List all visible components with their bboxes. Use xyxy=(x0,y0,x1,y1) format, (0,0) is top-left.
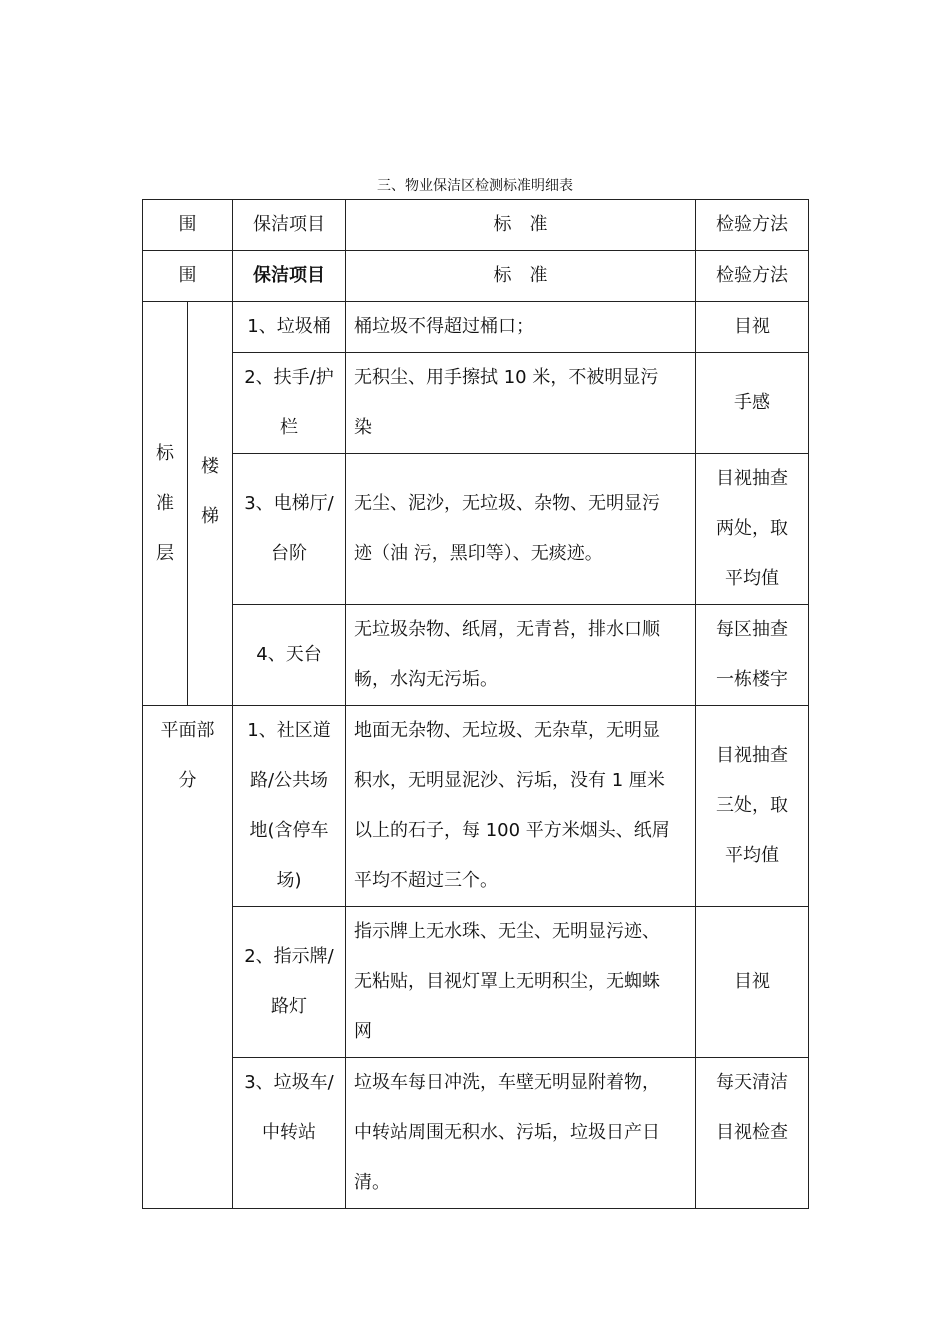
standard-line: 网 xyxy=(354,1021,372,1042)
document-title: 三、物业保洁区检测标准明细表 xyxy=(377,178,573,194)
header-method: 检验方法 xyxy=(696,251,809,302)
method-cell xyxy=(696,1058,809,1209)
table-row xyxy=(143,353,809,454)
group-label-line: 标 xyxy=(156,442,174,464)
group-label-line: 层 xyxy=(156,542,174,564)
item-cell xyxy=(233,302,346,353)
header-row xyxy=(143,200,809,251)
standard-line: 中转站周围无积水、污垢，垃圾日产日 xyxy=(354,1122,660,1143)
standard-cell xyxy=(346,907,696,1058)
method-line: 每区抽查 xyxy=(716,619,788,640)
method-line: 目视检查 xyxy=(716,1122,788,1143)
group-label-plane-area xyxy=(143,706,233,1209)
standard-line: 以上的石子，每 100 平方米烟头、纸屑 xyxy=(354,820,670,841)
header-method: 检验方法 xyxy=(696,200,809,251)
item-line: 栏 xyxy=(280,417,298,438)
item-line: 2、扶手/护 xyxy=(244,367,334,388)
method-line: 两处，取 xyxy=(716,518,788,539)
item-line: 路/公共场 xyxy=(249,770,329,791)
standard-line: 桶垃圾不得超过桶口； xyxy=(354,316,534,337)
method-line: 目视 xyxy=(734,316,770,337)
method-cell xyxy=(696,706,809,907)
standard-cell xyxy=(346,302,696,353)
table-row xyxy=(143,706,809,907)
item-line: 地(含停车 xyxy=(249,820,329,841)
standard-line: 清。 xyxy=(354,1172,390,1193)
method-line: 目视抽查 xyxy=(716,468,788,489)
standard-line: 垃圾车每日冲洗，车壁无明显附着物， xyxy=(354,1072,660,1093)
item-line: 2、指示牌/ xyxy=(244,946,334,967)
item-line: 1、垃圾桶 xyxy=(247,316,331,337)
item-cell xyxy=(233,353,346,454)
method-cell xyxy=(696,605,809,706)
method-cell xyxy=(696,302,809,353)
standard-cell xyxy=(346,605,696,706)
method-line: 手感 xyxy=(734,392,770,413)
item-line: 3、电梯厅/ xyxy=(244,493,334,514)
item-line: 路灯 xyxy=(271,996,307,1017)
standard-line: 指示牌上无水珠、无尘、无明显污迹、 xyxy=(354,921,660,942)
item-cell xyxy=(233,907,346,1058)
method-line: 平均值 xyxy=(725,568,779,589)
method-line: 目视抽查 xyxy=(716,745,788,766)
item-line: 4、天台 xyxy=(256,644,322,665)
table-row xyxy=(143,1058,809,1209)
standard-line: 地面无杂物、无垃圾、无杂草，无明显 xyxy=(354,720,660,741)
header-scope: 围 xyxy=(143,251,233,302)
table-row xyxy=(143,605,809,706)
standard-cell xyxy=(346,454,696,605)
group-sublabel-line: 楼 xyxy=(201,455,219,477)
standard-line: 无积尘、用手擦拭 10 米，不被明显污 xyxy=(354,367,659,388)
method-line: 每天清洁 xyxy=(716,1072,788,1093)
standard-cell xyxy=(346,706,696,907)
standard-line: 无粘贴，目视灯罩上无明积尘，无蜘蛛 xyxy=(354,971,660,992)
standard-line: 无垃圾杂物、纸屑，无青苔，排水口顺 xyxy=(354,619,660,640)
group-sublabel-stairs xyxy=(188,302,233,706)
header-standard: 标 准 xyxy=(346,200,696,251)
group-label-line: 平面部 xyxy=(160,720,215,741)
method-cell xyxy=(696,907,809,1058)
standard-line: 无尘、泥沙，无垃圾、杂物、无明显污 xyxy=(354,493,660,514)
item-line: 3、垃圾车/ xyxy=(244,1072,334,1093)
table-row xyxy=(143,907,809,1058)
standard-line: 积水，无明显泥沙、污垢，没有 1 厘米 xyxy=(354,770,665,791)
group-label-standard-floor xyxy=(143,302,188,706)
group-sublabel-line: 梯 xyxy=(201,505,219,527)
item-line: 台阶 xyxy=(271,543,307,564)
method-line: 三处，取 xyxy=(716,795,788,816)
item-cell xyxy=(233,1058,346,1209)
method-cell xyxy=(696,454,809,605)
group-label-line: 分 xyxy=(178,770,197,791)
standard-line: 平均不超过三个。 xyxy=(354,870,498,891)
standard-line: 畅，水沟无污垢。 xyxy=(354,669,498,690)
item-cell xyxy=(233,454,346,605)
item-line: 场) xyxy=(276,870,302,891)
method-line: 目视 xyxy=(734,971,770,992)
header-item: 保洁项目 xyxy=(233,200,346,251)
standard-line: 染 xyxy=(354,417,372,438)
item-line: 中转站 xyxy=(262,1122,316,1143)
header-row xyxy=(143,251,809,302)
header-item: 保洁项目 xyxy=(233,251,346,302)
group-label-line: 准 xyxy=(156,492,174,514)
standard-line: 迹（油 污，黑印等）、无痰迹。 xyxy=(354,543,603,564)
method-line: 平均值 xyxy=(725,845,779,866)
table-row xyxy=(143,454,809,605)
standard-cell xyxy=(346,353,696,454)
table-row xyxy=(143,302,809,353)
item-line: 1、社区道 xyxy=(247,720,331,741)
inspection-standards-table xyxy=(142,199,809,1209)
method-cell xyxy=(696,353,809,454)
method-line: 一栋楼宇 xyxy=(716,669,788,690)
header-scope: 围 xyxy=(143,200,233,251)
standard-cell xyxy=(346,1058,696,1209)
header-standard: 标 准 xyxy=(346,251,696,302)
item-cell xyxy=(233,605,346,706)
item-cell xyxy=(233,706,346,907)
